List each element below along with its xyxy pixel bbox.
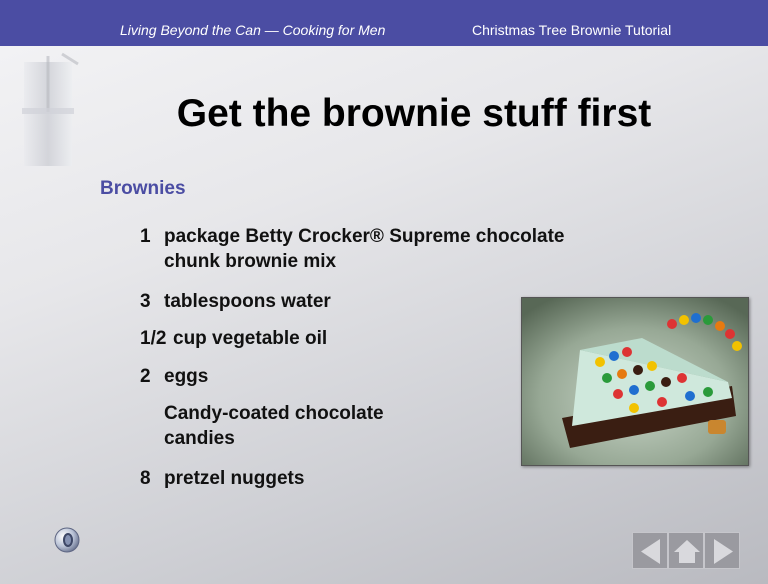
ingredient-text-cont: chunk brownie mix [164,251,337,272]
ingredient-text: package Betty Crocker® Supreme chocolate [164,226,565,247]
arrow-left-icon [633,533,669,570]
ingredient-text: pretzel nuggets [164,468,305,489]
slide-title: Get the brownie stuff first [176,92,652,135]
ingredient-text: cup vegetable oil [173,328,328,349]
ingredient-qty: 2 [140,366,151,387]
ingredient-text: eggs [164,366,209,387]
ingredient-text: tablespoons water [164,291,331,312]
ingredient-qty: 1/2 [140,328,167,349]
section-heading: Brownies [100,178,186,199]
ingredient-qty: 8 [140,468,151,489]
ingredient-text-cont: candies [164,428,235,449]
arrow-right-icon [705,533,741,570]
speaker-icon[interactable] [52,525,82,555]
brownie-photo [521,297,749,466]
home-button[interactable] [668,532,704,569]
ingredient-text: Candy-coated chocolate [164,403,384,424]
home-icon [669,533,705,570]
tutorial-title: Christmas Tree Brownie Tutorial [472,22,672,38]
course-title: Living Beyond the Can — Cooking for Men [120,22,386,38]
ingredient-qty: 3 [140,291,151,312]
previous-button[interactable] [632,532,668,569]
ingredient-qty: 1 [140,226,151,247]
next-button[interactable] [704,532,740,569]
header-bar [0,0,768,46]
